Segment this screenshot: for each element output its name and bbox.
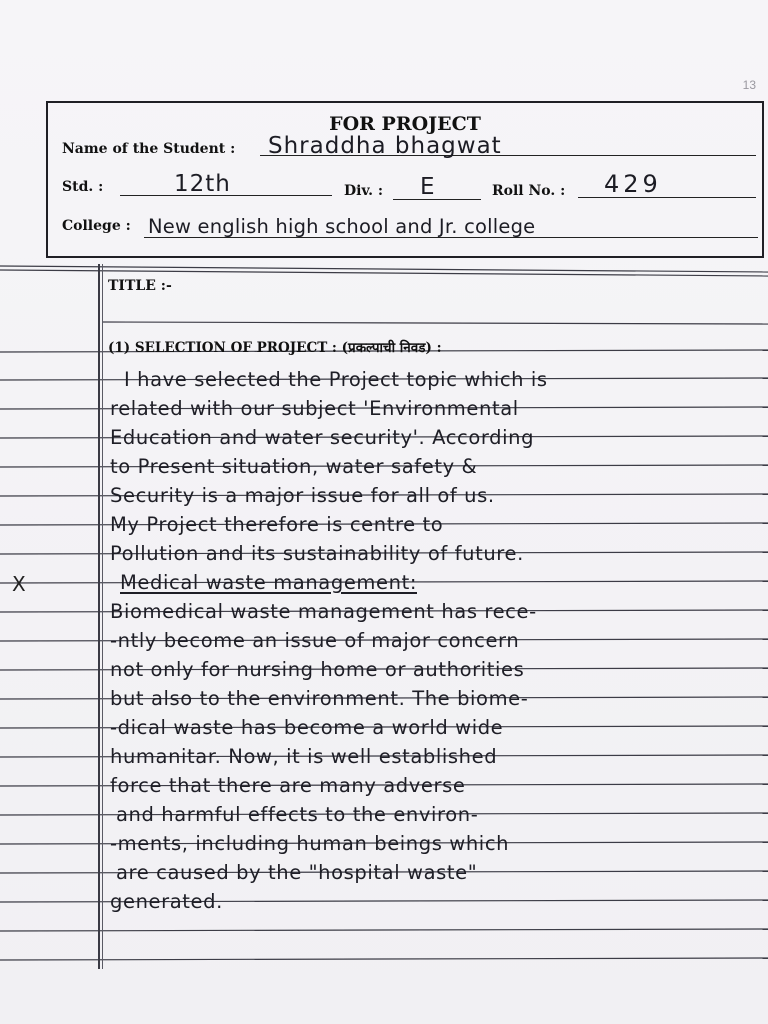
body-line: I have selected the Project topic which is — [124, 368, 548, 391]
body-line: -dical waste has become a world wide — [110, 716, 504, 739]
body-line: My Project therefore is centre to — [110, 513, 444, 536]
body-line: humanitar. Now, it is well established — [110, 745, 498, 768]
std-label: Std. : — [62, 179, 104, 195]
body-line: not only for nursing home or authorities — [110, 658, 525, 681]
body-line: but also to the environment. The biome- — [110, 687, 529, 710]
div-value: E — [420, 174, 436, 200]
body-line: are caused by the "hospital waste" — [116, 861, 478, 884]
roll-value: 429 — [604, 170, 662, 198]
margin-line — [98, 264, 100, 969]
body-line: Biomedical waste management has rece- — [110, 600, 537, 623]
selection-heading: (1) SELECTION OF PROJECT : (प्रकल्पाची निवड) : — [108, 340, 442, 356]
div-label: Div. : — [344, 183, 384, 199]
body-line: generated. — [110, 890, 223, 913]
body-line: -ments, including human beings which — [110, 832, 510, 855]
body-line: to Present situation, water safety & — [110, 455, 478, 478]
body-line: Security is a major issue for all of us. — [110, 484, 495, 507]
name-label: Name of the Student : — [62, 141, 236, 157]
subheading-medical-waste: Medical waste management: — [120, 571, 417, 594]
college-name: New english high school and Jr. college — [148, 215, 536, 238]
page-number: 13 — [742, 78, 756, 92]
body-line: and harmful effects to the environ- — [116, 803, 479, 826]
form-title: FOR PROJECT — [329, 113, 481, 135]
college-label: College : — [62, 218, 131, 234]
body-line: -ntly become an issue of major concern — [110, 629, 520, 652]
margin-mark: X — [12, 572, 26, 596]
body-line: force that there are many adverse — [110, 774, 466, 797]
std-value: 12th — [174, 171, 231, 197]
div-underline — [393, 199, 481, 200]
margin-line-inner — [102, 264, 103, 969]
roll-label: Roll No. : — [492, 183, 566, 199]
student-name: Shraddha bhagwat — [268, 133, 502, 159]
body-line: Pollution and its sustainability of future. — [110, 542, 524, 565]
title-label: TITLE :- — [108, 278, 172, 294]
body-line: related with our subject 'Environmental — [110, 397, 519, 420]
project-header-box — [46, 101, 764, 258]
body-line: Education and water security'. According — [110, 426, 535, 449]
